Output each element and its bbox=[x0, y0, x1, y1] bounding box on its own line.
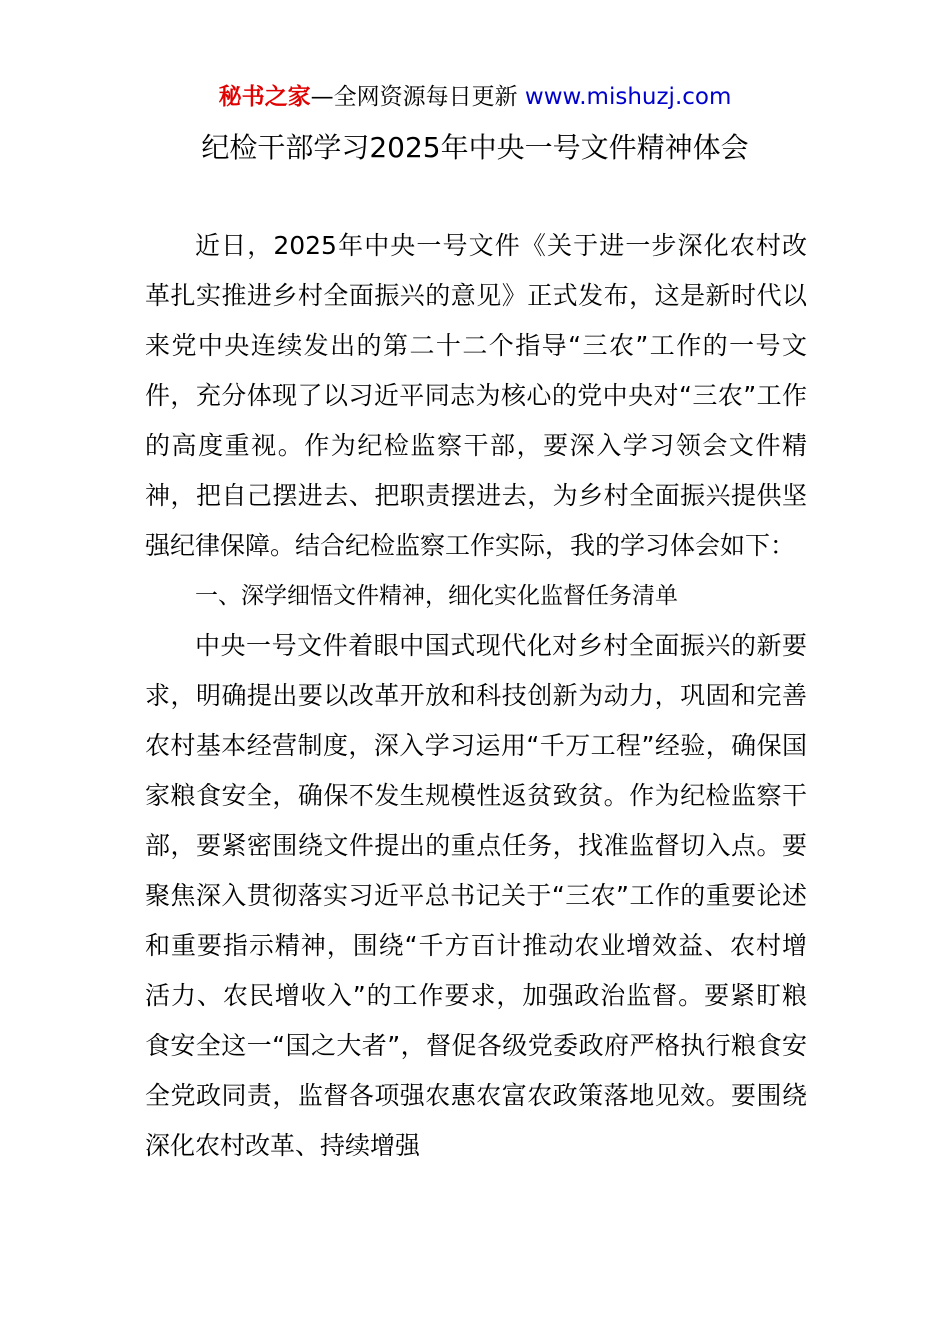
brand-name: 秘书之家 bbox=[218, 84, 311, 110]
site-url-link[interactable]: www.mishuzj.com bbox=[524, 84, 732, 110]
body-paragraph: 中央一号文件着眼中国式现代化对乡村全面振兴的新要求，明确提出要以改革开放和科技创新为动力，巩固和完善农村基本经营制度，深入学习运用“千万工程”经验，确保国家粮食安全，确保不发生规模性返贫致贫。作为纪检监察干部，要紧密围绕文件提出的重点任务，找准监督切入点。要聚焦深入贯彻落实习近平总书记关于“三农”工作的重要论述和重要指示精神，围绕“千方百计推动农业增效益、农村增活力、农民增收入”的工作要求，加强政治监督。要紧盯粮食安全这一“国之大者”，督促各级党委政府严格执行粮食安全党政同责，监督各项强农惠农富农政策落地见效。要围绕深化农村改革、持续增强 bbox=[145, 631, 807, 1160]
site-header bbox=[0, 80, 950, 114]
document-title: 纪检干部学习2025年中央一号文件精神体会 bbox=[201, 131, 749, 164]
intro-paragraph: 近日，2025年中央一号文件《关于进一步深化农村改革扎实推进乡村全面振兴的意见》正式发布，这是新时代以来党中央连续发出的第二十二个指导“三农”工作的一号文件，充分体现了以习近平同志为核心的党中央对“三农”工作的高度重视。作为纪检监察干部，要深入学习领会文件精神，把自己摆进去、把职责摆进去，为乡村全面振兴提供坚强纪律保障。结合纪检监察工作实际，我的学习体会如下： bbox=[145, 231, 807, 560]
section-heading: 一、深学细悟文件精神，细化实化监督任务清单 bbox=[195, 583, 678, 609]
document-body bbox=[145, 221, 807, 1171]
header-tagline: —全网资源每日更新 bbox=[310, 84, 518, 110]
